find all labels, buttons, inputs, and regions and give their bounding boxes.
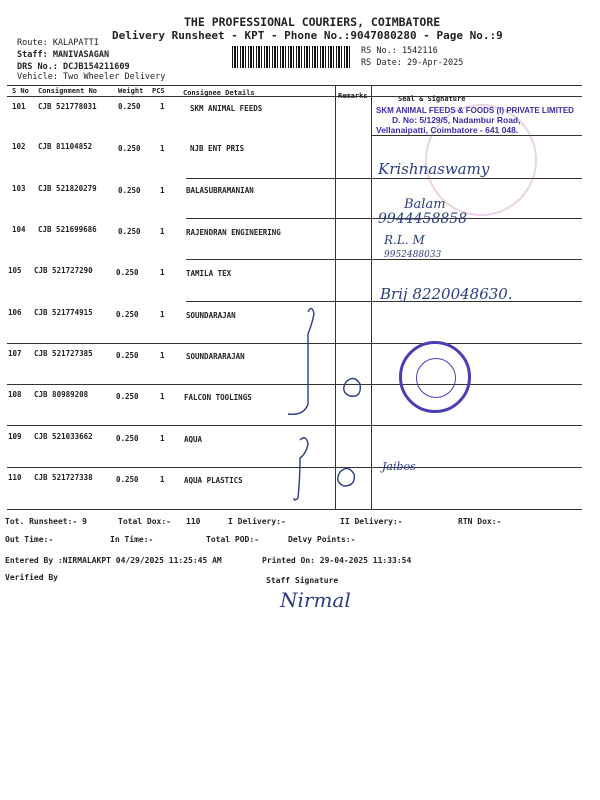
row-pcs: 1 [160, 392, 165, 401]
signature-110: Jaibos [382, 460, 416, 473]
row-weight: 0.250 [116, 434, 139, 443]
row-weight: 0.250 [118, 227, 141, 236]
col-consignment: Consignment No [38, 87, 98, 95]
row-consignee: NJB ENT PRIS [190, 144, 245, 153]
row-consignment: CJB 521033662 [34, 432, 93, 441]
staff-signature-label: Staff Signature [266, 576, 339, 585]
rs-no: RS No.: 1542116 [361, 46, 438, 56]
seal-inner-ring [416, 358, 456, 398]
col-seal: Seal & Signature [398, 95, 466, 103]
total-dox-label: Total Dox:- [118, 517, 171, 526]
row-sno: 107 [8, 349, 22, 358]
signature-103: Balam [404, 197, 446, 212]
row-sno: 109 [8, 432, 22, 441]
table-top-line [7, 85, 582, 86]
row-consignment: CJB 81104852 [38, 142, 93, 151]
row-consignee: SKM ANIMAL FEEDS [190, 104, 263, 113]
row-pcs: 1 [160, 144, 165, 153]
col-remarks: Remarks [338, 92, 368, 100]
stamp-line-1: SKM ANIMAL FEEDS & FOODS (I) PRIVATE LIMITED [376, 106, 574, 115]
row-weight: 0.250 [118, 102, 141, 111]
vehicle: Vehicle: Two Wheeler Delivery [17, 72, 166, 82]
row-pcs: 1 [160, 351, 165, 360]
signature-102: Krishnaswamy [378, 160, 490, 178]
row-sno: 105 [8, 266, 22, 275]
row-weight: 0.250 [116, 475, 139, 484]
row-sno: 110 [8, 473, 22, 482]
staff: Staff: MANIVASAGAN [17, 50, 110, 60]
row-sno: 104 [12, 225, 26, 234]
in-time: In Time:- [110, 535, 154, 544]
total-dox-value: 110 [186, 517, 201, 526]
row-consignee: AQUA [184, 435, 203, 444]
runsheet-title: Delivery Runsheet - KPT - Phone No.:9047080280 - Page No.:9 [112, 29, 503, 42]
row-sno: 106 [8, 308, 22, 317]
row-pcs: 1 [160, 102, 165, 111]
row-consignee: SOUNDARARAJAN [186, 352, 245, 361]
row-sno: 108 [8, 390, 22, 399]
seal-divider [371, 85, 372, 510]
row-consignee: AQUA PLASTICS [184, 476, 243, 485]
row-consignment: CJB 521727385 [34, 349, 93, 358]
signature-105: Brij 8220048630. [380, 285, 513, 303]
total-pod: Total POD:- [206, 535, 259, 544]
falcon-round-seal [399, 341, 471, 413]
tot-runsheet: Tot. Runsheet:- 9 [5, 517, 87, 526]
row-sno: 101 [12, 102, 26, 111]
row-weight: 0.250 [118, 144, 141, 153]
stamp-line-2: D. No: 5/129/5, Nadambur Road, [392, 115, 521, 125]
row-pcs: 1 [160, 475, 165, 484]
verified-by: Verified By [5, 573, 58, 582]
printed-on: Printed On: 29-04-2025 11:33:54 [262, 556, 412, 565]
col-weight: Weight [118, 87, 144, 95]
row-consignment: CJB 521699686 [38, 225, 97, 234]
route: Route: KALAPATTI [17, 38, 99, 48]
row-consignment: CJB 521820279 [38, 184, 97, 193]
row-consignee: RAJENDRAN ENGINEERING [186, 228, 281, 237]
stamp-line-3: Vellanaipatti, Coimbatore - 641 048. [376, 125, 519, 135]
row-consignment: CJB 521727290 [34, 266, 93, 275]
rtn-dox: RTN Dox:- [458, 517, 502, 526]
company-title: THE PROFESSIONAL COURIERS, COIMBATORE [184, 15, 441, 29]
rs-date: RS Date: 29-Apr-2025 [361, 58, 464, 68]
drs-no: DRS No.: DCJB154211609 [17, 62, 130, 72]
row-consignee: BALASUBRAMANIAN [186, 186, 254, 195]
row-consignee: FALCON TOOLINGS [184, 393, 252, 402]
row-consignee: SOUNDARAJAN [186, 311, 236, 320]
row-consignment: CJB 521774915 [34, 308, 93, 317]
table-header-line [7, 96, 582, 97]
row-consignment: CJB 80989208 [34, 390, 89, 399]
row-pcs: 1 [160, 227, 165, 236]
row-pcs: 1 [160, 268, 165, 277]
row-weight: 0.250 [116, 392, 139, 401]
row-pcs: 1 [160, 434, 165, 443]
row-pcs: 1 [160, 310, 165, 319]
phone-104b: 9952488033 [384, 250, 442, 260]
row-sno: 103 [12, 184, 26, 193]
i-delivery: I Delivery:- [228, 517, 286, 526]
company-stamp [376, 106, 586, 135]
col-consignee: Consignee Details [183, 89, 255, 97]
remarks-scribbles [270, 300, 370, 510]
entered-by: Entered By :NIRMALAKPT 04/29/2025 11:25:45 AM [5, 556, 222, 565]
delvy-points: Delvy Points:- [288, 535, 356, 544]
row-weight: 0.250 [118, 186, 141, 195]
out-time: Out Time:- [5, 535, 54, 544]
row-consignment: CJB 521727338 [34, 473, 93, 482]
row-weight: 0.250 [116, 310, 139, 319]
row-pcs: 1 [160, 186, 165, 195]
staff-signature: Nirmal [280, 588, 351, 612]
barcode [232, 46, 352, 68]
row-sno: 102 [12, 142, 26, 151]
col-sno: S No [12, 87, 29, 95]
ii-delivery: II Delivery:- [340, 517, 403, 526]
phone-104: 9944458858 [378, 211, 468, 227]
col-pcs: PCS [152, 87, 165, 95]
signature-104: R.L. M [384, 233, 425, 247]
row-consignment: CJB 521778031 [38, 102, 97, 111]
row-consignee: TAMILA TEX [186, 269, 232, 278]
row-weight: 0.250 [116, 351, 139, 360]
row-weight: 0.250 [116, 268, 139, 277]
